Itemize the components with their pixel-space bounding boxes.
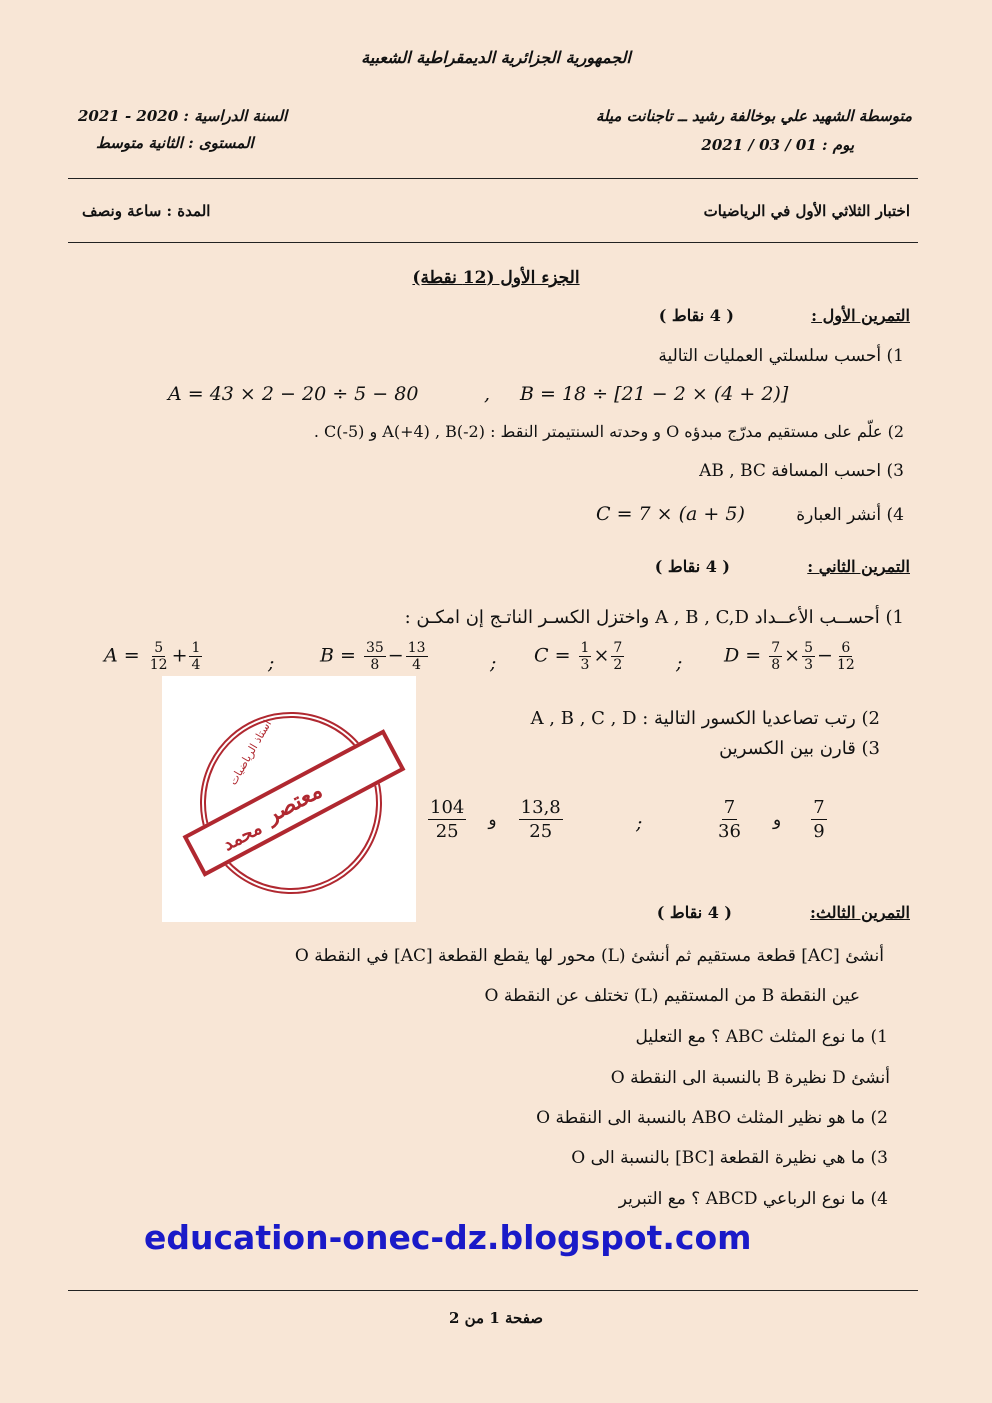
ex2-compare-2: $\frac{7}{36}$ و $\frac{7}{9}$ xyxy=(718,797,825,843)
ex2-compare-1: $\frac{104}{25}$ و $\frac{13,8}{25}$ xyxy=(430,797,561,843)
ex2-semi-3: ; xyxy=(676,652,683,674)
header-divider-top xyxy=(68,178,918,179)
ex1-points: ( 4 نقاط ) xyxy=(658,306,734,325)
ex3-points: ( 4 نقاط ) xyxy=(656,903,732,922)
exam-date: يوم : 01 / 03 / 2021 xyxy=(701,136,854,154)
teacher-stamp xyxy=(162,676,416,922)
ex3-line-1: أنشئ [AC] قطعة مستقيم ثم أنشئ (L) محور لها يقطع القطعة [AC] في النقطة O xyxy=(294,946,884,966)
page-number: صفحة 1 من 2 xyxy=(448,1309,544,1327)
ex1-q1: 1) أحسب سلسلتي العمليات التالية xyxy=(658,346,904,366)
ex1-title: التمرين الأول : xyxy=(811,306,910,325)
stamp-ring-text: استاذ الرياضيات xyxy=(226,717,275,788)
ex2-q3: 3) قارن بين الكسرين xyxy=(719,738,880,759)
ex1-expr-b: B = 18 ÷ [21 − 2 × (4 + 2)] xyxy=(520,383,789,405)
ex3-line-7: 4) ما نوع الرباعي ABCD ؟ مع التبرير xyxy=(618,1189,888,1209)
school-name: متوسطة الشهيد علي بوخالفة رشيد ــ تاجنانت ميلة xyxy=(595,107,912,125)
ex1-sep: , xyxy=(484,383,491,405)
ex1-q4: 4) أنشر العبارة xyxy=(796,505,904,525)
header-divider-bottom xyxy=(68,242,918,243)
ex1-q3: 3) احسب المسافة AB , BC xyxy=(699,461,904,481)
ex2-expr-a: A = $\frac{5}{12}$ + $\frac{1}{4}$ xyxy=(104,640,201,674)
footer-divider xyxy=(68,1290,918,1291)
ex1-q2: 2) علّم على مستقيم مدرّج مبدؤه O و وحدته السنتيمتر النقط : A(+4) , B(-2) و C(-5) . xyxy=(313,422,904,441)
ex2-expr-b: B = $\frac{35}{8}$ − $\frac{13}{4}$ xyxy=(320,640,426,674)
ex2-expr-d: D = $\frac{7}{8}$ × $\frac{5}{3}$ − $\frac{6}{12}$ xyxy=(724,640,855,674)
stamp-name: محمد xyxy=(219,817,266,856)
part1-title: الجزء الأول (12 نقطة) xyxy=(412,268,580,288)
ex2-semi-1: ; xyxy=(268,652,275,674)
ex1-expr-c: C = 7 × (a + 5) xyxy=(596,503,745,525)
frac-den: 4 xyxy=(191,657,201,674)
ex2-q1: 1) أحســب الأعــداد A , B , C,D واختزل الكسـر الناتـج إن امكـن : xyxy=(404,607,904,628)
level: المستوى : الثانية متوسط xyxy=(96,134,254,152)
exam-title: اختبار الثلاثي الأول في الرياضيات xyxy=(703,202,910,220)
ex1-expr-a: A = 43 × 2 − 20 ÷ 5 − 80 xyxy=(168,383,419,405)
ex3-line-3: 1) ما نوع المثلث ABC ؟ مع التعليل xyxy=(635,1027,888,1047)
exam-duration: المدة : ساعة ونصف xyxy=(82,202,211,220)
frac-num: 1 xyxy=(191,640,201,656)
ex2-points: ( 4 نقاط ) xyxy=(654,557,730,576)
ex2-semi-2: ; xyxy=(490,652,497,674)
ex2-semi-4: ; xyxy=(636,812,643,834)
ex2-expr-c: C = $\frac{1}{3}$ × $\frac{7}{2}$ xyxy=(534,640,623,674)
school-year: السنة الدراسية : 2020 - 2021 xyxy=(78,107,288,125)
ex3-line-2: عين النقطة B من المستقيم (L) تختلف عن النقطة O xyxy=(484,986,860,1006)
ex3-line-4: أنشئ D نظيرة B بالنسبة الى النقطة O xyxy=(610,1068,890,1088)
ex3-line-6: 3) ما هي نظيرة القطعة [BC] بالنسبة الى O xyxy=(571,1148,888,1168)
ex2-q2: 2) رتب تصاعديا الكسور التالية : A , B , C , D xyxy=(530,708,880,729)
blog-url[interactable]: education-onec-dz.blogspot.com xyxy=(144,1218,752,1257)
stamp-band: معتصر xyxy=(183,729,406,877)
frac-den: 12 xyxy=(149,657,168,674)
ex3-line-5: 2) ما هو نظير المثلث ABO بالنسبة الى النقطة O xyxy=(536,1108,888,1128)
frac-num: 5 xyxy=(154,640,164,656)
ex2-title: التمرين الثاني : xyxy=(807,557,910,576)
republic-title: الجمهورية الجزائرية الديمقراطية الشعبية xyxy=(361,48,631,67)
ex3-title: التمرين الثالث: xyxy=(810,903,910,922)
